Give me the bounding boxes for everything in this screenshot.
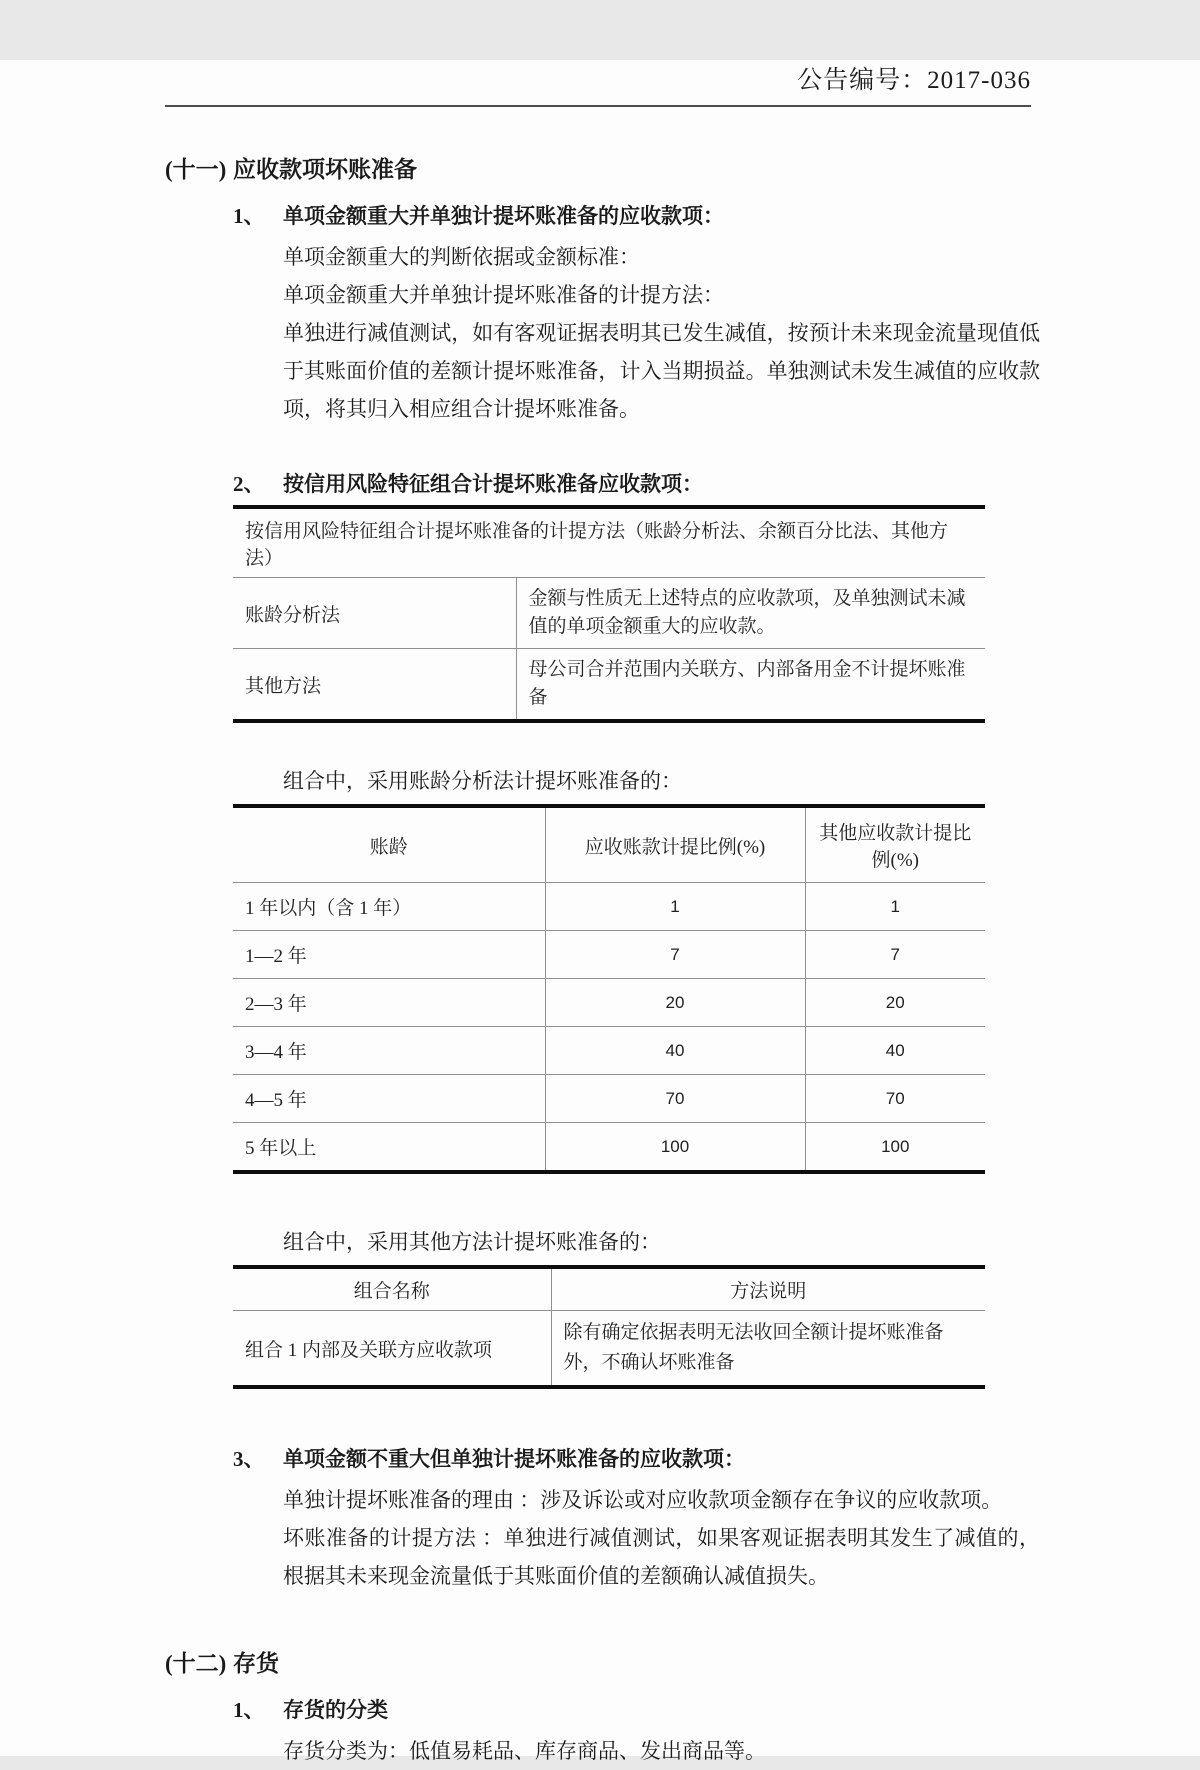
other-method-intro: 组合中，采用其他方法计提坏账准备的： [283,1230,661,1254]
item-3-body [283,1481,1040,1595]
inventory-item-1-body [283,1732,1040,1770]
method-name-cell: 账龄分析法 [233,578,516,649]
section-11-label: (十一) [165,157,227,182]
section-12-title: 存货 [233,1651,279,1676]
item-3-number: 3、 [233,1447,265,1471]
item-1-title: 单项金额重大并单独计提坏账准备的应收款项： [283,204,724,228]
other-ratio-cell: 20 [805,979,985,1027]
item-2-heading [233,468,1040,498]
other-ratio-cell: 100 [805,1123,985,1173]
table-row [233,649,985,722]
aging-label-cell: 4—5 年 [233,1075,545,1123]
other-ratio-cell: 70 [805,1075,985,1123]
aging-col-header: 其他应收款计提比例(%) [805,806,985,883]
ar-ratio-cell: 40 [545,1027,805,1075]
ar-ratio-cell: 70 [545,1075,805,1123]
table-row [233,1311,985,1388]
item-2-number: 2、 [233,472,265,496]
document-content [165,151,1040,1770]
item-2-title: 按信用风险特征组合计提坏账准备应收款项： [283,472,703,496]
ar-ratio-cell: 100 [545,1123,805,1173]
table-row [233,1075,985,1123]
section-11-title: 应收款项坏账准备 [233,157,417,182]
inventory-item-1-number: 1、 [233,1698,265,1722]
item-3-heading [233,1443,1040,1473]
doc-number-header [165,60,1031,107]
table-row [233,979,985,1027]
aging-col-header: 应收账款计提比例(%) [545,806,805,883]
method-desc-header: 方法说明 [551,1267,985,1311]
inventory-item-1-heading [233,1694,1040,1724]
item-1-body [283,238,1040,428]
method-desc-cell: 除有确定依据表明无法收回全额计提坏账准备外，不确认坏账准备 [551,1311,985,1388]
table-row [233,1123,985,1173]
table-row [233,883,985,931]
item-3-paragraph: 坏账准备的计提方法 ：单独进行减值测试，如果客观证据表明其发生了减值的，根据其未来现金流量低于其账面价值的差额确认减值损失。 [283,1526,1040,1588]
section-11-heading [165,151,1040,184]
aging-analysis-table [233,804,985,1174]
method-desc-cell: 母公司合并范围内关联方、内部备用金不计提坏账准备 [516,649,985,722]
item-1-line-1: 单项金额重大的判断依据或金额标准： [283,245,640,269]
ar-ratio-cell: 1 [545,883,805,931]
document-page [0,60,1200,1763]
table-row [233,931,985,979]
doc-number: 公告编号：2017-036 [797,67,1031,94]
aging-col-header: 账龄 [369,836,408,858]
table-header-row [233,1267,985,1311]
aging-label-cell: 3—4 年 [233,1027,545,1075]
other-ratio-cell: 1 [805,883,985,931]
section-12-heading [165,1645,1040,1678]
aging-label-cell: 2—3 年 [233,979,545,1027]
table-row [233,1027,985,1075]
other-ratio-cell: 7 [805,931,985,979]
section-12-label: (十二) [165,1651,227,1676]
item-3-line-1: 单独计提坏账准备的理由 ：涉及诉讼或对应收款项金额存在争议的应收款项。 [283,1488,1003,1512]
inventory-item-1-title: 存货的分类 [283,1698,388,1722]
aging-label-cell: 1—2 年 [233,931,545,979]
table-row [233,578,985,649]
item-1-line-2: 单项金额重大并单独计提坏账准备的计提方法： [283,283,724,307]
table-header-row [233,806,985,883]
other-ratio-cell: 40 [805,1027,985,1075]
item-1-paragraph: 单独进行减值测试，如有客观证据表明其已发生减值，按预计未来现金流量现值低于其账面价值的差额计提坏账准备，计入当期损益。单独测试未发生减值的应收款项，将其归入相应组合计提坏账准备。 [283,321,1040,421]
item-1-heading [233,200,1040,230]
credit-risk-method-table [233,505,985,723]
ar-ratio-cell: 7 [545,931,805,979]
group-name-cell: 组合 1 内部及关联方应收款项 [233,1311,551,1388]
inventory-classification-line: 存货分类为：低值易耗品、库存商品、发出商品等。 [283,1739,766,1763]
ar-ratio-cell: 20 [545,979,805,1027]
method-table-caption: 按信用风险特征组合计提坏账准备的计提方法（账龄分析法、余额百分比法、其他方法） [245,521,949,569]
aging-label-cell: 5 年以上 [233,1123,545,1173]
method-name-cell: 其他方法 [233,649,516,722]
item-3-title: 单项金额不重大但单独计提坏账准备的应收款项： [283,1447,745,1471]
method-desc-cell: 金额与性质无上述特点的应收款项，及单独测试未减值的单项金额重大的应收款。 [516,578,985,649]
item-1-number: 1、 [233,204,265,228]
other-method-table [233,1265,985,1389]
group-name-header: 组合名称 [353,1281,430,1302]
aging-label-cell: 1 年以内（含 1 年） [233,883,545,931]
aging-intro: 组合中，采用账龄分析法计提坏账准备的： [283,769,682,793]
table-row [233,507,985,578]
